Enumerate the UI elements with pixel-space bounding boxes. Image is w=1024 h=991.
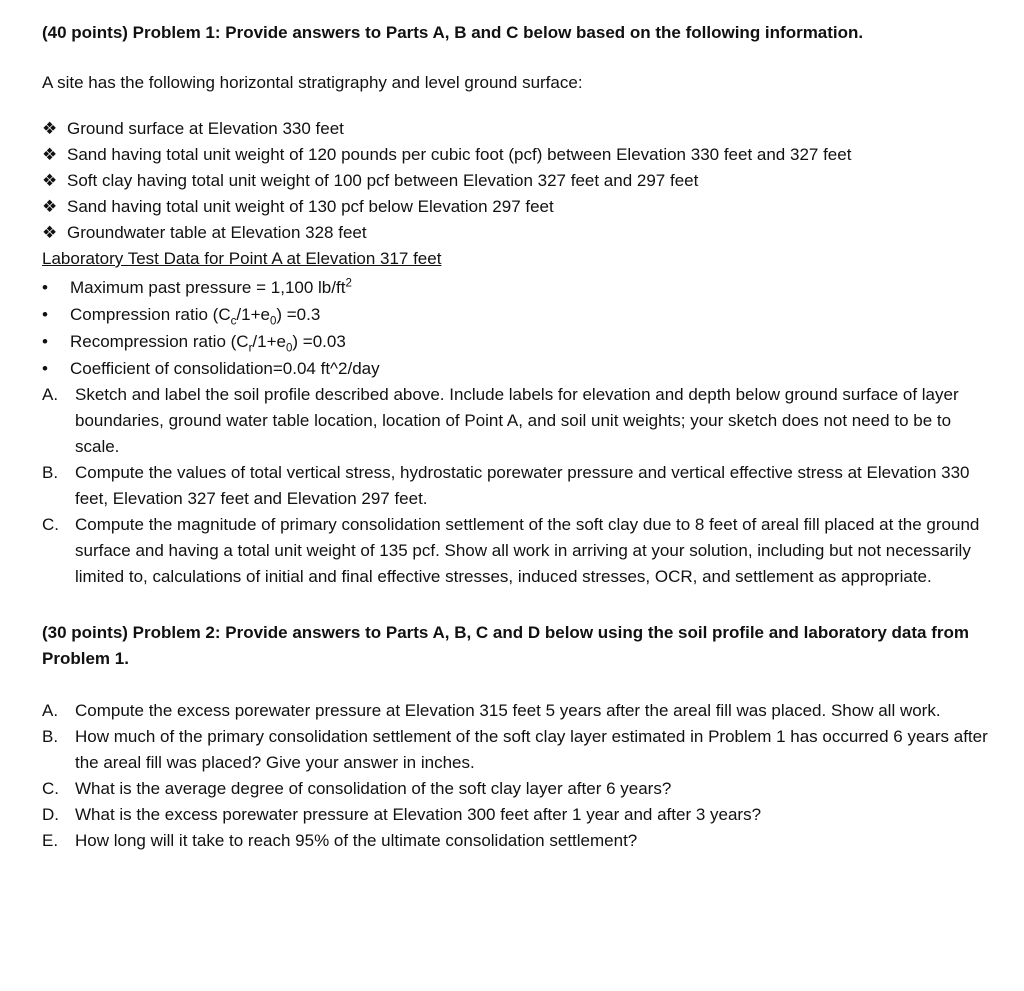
diamond-bullet-icon: ❖ xyxy=(42,223,58,242)
lab-data-list xyxy=(42,274,994,382)
part-letter: C. xyxy=(42,779,59,798)
list-item xyxy=(42,142,994,168)
list-item-text: Soft clay having total unit weight of 100 pcf between Elevation 327 feet and 297 feet xyxy=(67,171,699,190)
dot-bullet-icon: • xyxy=(42,332,48,351)
part-text: What is the excess porewater pressure at Elevation 300 feet after 1 year and after 3 years? xyxy=(75,805,762,824)
part-letter: C. xyxy=(42,515,59,534)
list-item xyxy=(42,382,994,460)
diamond-bullet-icon: ❖ xyxy=(42,119,58,138)
part-text: How much of the primary consolidation settlement of the soft clay layer estimated in Problem 1 has occurred 6 years after the areal fill was placed? Give your answer in inches. xyxy=(75,727,988,772)
list-item xyxy=(42,328,994,355)
list-item-text: Recompression ratio $(C_r/1+e_0) =0.03$ xyxy=(70,332,346,355)
part-text: What is the average degree of consolidation of the soft clay layer after 6 years? xyxy=(75,779,672,798)
part-text: Sketch and label the soil profile described above. Include labels for elevation and depth below ground surface of layer boundaries, ground water table location, location of Point A, and soil unit weights; your sketch does not need to be to scale. xyxy=(75,385,959,456)
list-item xyxy=(42,116,994,142)
list-item xyxy=(42,355,994,382)
list-item xyxy=(42,194,994,220)
part-letter: E. xyxy=(42,831,59,850)
part-letter: A. xyxy=(42,385,59,404)
list-item-text: Sand having total unit weight of 120 pounds per cubic foot (pcf) between Elevation 330 feet and 327 feet xyxy=(67,145,852,164)
list-item-text: Ground surface at Elevation 330 feet xyxy=(67,119,344,138)
site-stratigraphy-list xyxy=(42,116,994,246)
list-item-text: Maximum past pressure = 1,100 $lb/ft^2$ xyxy=(70,277,352,297)
list-item xyxy=(42,301,994,328)
list-item xyxy=(42,460,994,512)
list-item xyxy=(42,776,994,802)
dot-bullet-icon: • xyxy=(42,278,48,297)
part-letter: B. xyxy=(42,463,59,482)
part-letter: D. xyxy=(42,805,59,824)
problem2-heading: (30 points) Problem 2: Provide answers to Parts A, B, C and D below using the soil profile and laboratory data from Problem 1. xyxy=(42,623,969,668)
list-item xyxy=(42,802,994,828)
list-item xyxy=(42,698,994,724)
part-letter: B. xyxy=(42,727,59,746)
list-item-text: Compression ratio $(C_c/1+e_0) =0.3$ xyxy=(70,305,321,328)
list-item-text: Groundwater table at Elevation 328 feet xyxy=(67,223,367,242)
list-item xyxy=(42,274,994,301)
lab-data-heading: Laboratory Test Data for Point A at Elevation 317 feet xyxy=(42,249,442,268)
problem2-parts-list xyxy=(42,698,994,854)
dot-bullet-icon: • xyxy=(42,359,48,378)
diamond-bullet-icon: ❖ xyxy=(42,197,58,216)
part-text: Compute the magnitude of primary consolidation settlement of the soft clay due to 8 feet of areal fill placed at the ground surface and having a total unit weight of 135 pcf. Show all work in arriving at your solution, including but not necessarily limited to, calculations of initial and final effective stresses, induced stresses, OCR, and settlement as appropriate. xyxy=(75,515,980,586)
list-item-text: Sand having total unit weight of 130 pcf below Elevation 297 feet xyxy=(67,197,554,216)
part-letter: A. xyxy=(42,701,59,720)
list-item xyxy=(42,828,994,854)
list-item xyxy=(42,220,994,246)
part-text: Compute the excess porewater pressure at Elevation 315 feet 5 years after the areal fill was placed. Show all work. xyxy=(75,701,941,720)
list-item-text: Coefficient of consolidation=0.04 ft^2/day xyxy=(70,359,380,378)
problem1-intro: A site has the following horizontal stratigraphy and level ground surface: xyxy=(42,73,583,92)
problem1-heading: (40 points) Problem 1: Provide answers to Parts A, B and C below based on the following information. xyxy=(42,23,864,42)
dot-bullet-icon: • xyxy=(42,305,48,324)
problem1-parts-list xyxy=(42,382,994,590)
part-text: How long will it take to reach 95% of the ultimate consolidation settlement? xyxy=(75,831,638,850)
diamond-bullet-icon: ❖ xyxy=(42,171,58,190)
diamond-bullet-icon: ❖ xyxy=(42,145,58,164)
part-text: Compute the values of total vertical stress, hydrostatic porewater pressure and vertical effective stress at Elevation 330 feet, Elevation 327 feet and Elevation 297 feet. xyxy=(75,463,970,508)
list-item xyxy=(42,724,994,776)
list-item xyxy=(42,512,994,590)
list-item xyxy=(42,168,994,194)
